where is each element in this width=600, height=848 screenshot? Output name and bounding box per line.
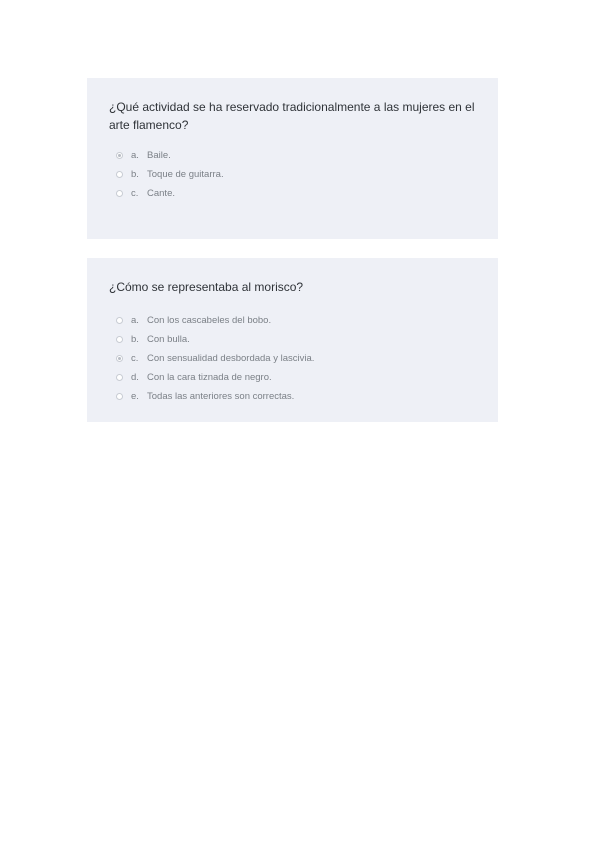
- answer-options: [109, 311, 476, 406]
- radio-button[interactable]: [116, 374, 123, 381]
- option-label: Baile.: [147, 150, 171, 161]
- option-letter: a.: [131, 150, 139, 161]
- option-label: Toque de guitarra.: [147, 169, 224, 180]
- question-card-2: [87, 258, 498, 422]
- option-label: Cante.: [147, 188, 175, 199]
- option-label: Con sensualidad desbordada y lascivia.: [147, 353, 315, 364]
- answer-option-d[interactable]: [109, 368, 476, 387]
- radio-button-checked[interactable]: [116, 355, 123, 362]
- option-letter: c.: [131, 353, 139, 364]
- radio-button[interactable]: [116, 336, 123, 343]
- answer-option-c[interactable]: [109, 349, 476, 368]
- option-label: Todas las anteriores son correctas.: [147, 391, 295, 402]
- option-letter: c.: [131, 188, 139, 199]
- answer-options: [109, 146, 476, 203]
- question-text: ¿Qué actividad se ha reservado tradicionalmente a las mujeres en el arte flamenco?: [109, 100, 475, 132]
- answer-option-e[interactable]: [109, 387, 476, 406]
- option-letter: d.: [131, 372, 139, 383]
- answer-option-b[interactable]: [109, 165, 476, 184]
- option-label: Con la cara tiznada de negro.: [147, 372, 272, 383]
- question-card-1: [87, 78, 498, 239]
- option-letter: e.: [131, 391, 139, 402]
- option-label: Con los cascabeles del bobo.: [147, 315, 272, 326]
- option-label: Con bulla.: [147, 334, 190, 345]
- answer-option-c[interactable]: [109, 184, 476, 203]
- radio-button-checked[interactable]: [116, 152, 123, 159]
- radio-button[interactable]: [116, 393, 123, 400]
- option-letter: b.: [131, 334, 139, 345]
- radio-button[interactable]: [116, 317, 123, 324]
- option-letter: b.: [131, 169, 139, 180]
- question-text: ¿Cómo se representaba al morisco?: [109, 280, 304, 294]
- option-letter: a.: [131, 315, 139, 326]
- answer-option-a[interactable]: [109, 146, 476, 165]
- radio-button[interactable]: [116, 190, 123, 197]
- answer-option-b[interactable]: [109, 330, 476, 349]
- radio-button[interactable]: [116, 171, 123, 178]
- answer-option-a[interactable]: [109, 311, 476, 330]
